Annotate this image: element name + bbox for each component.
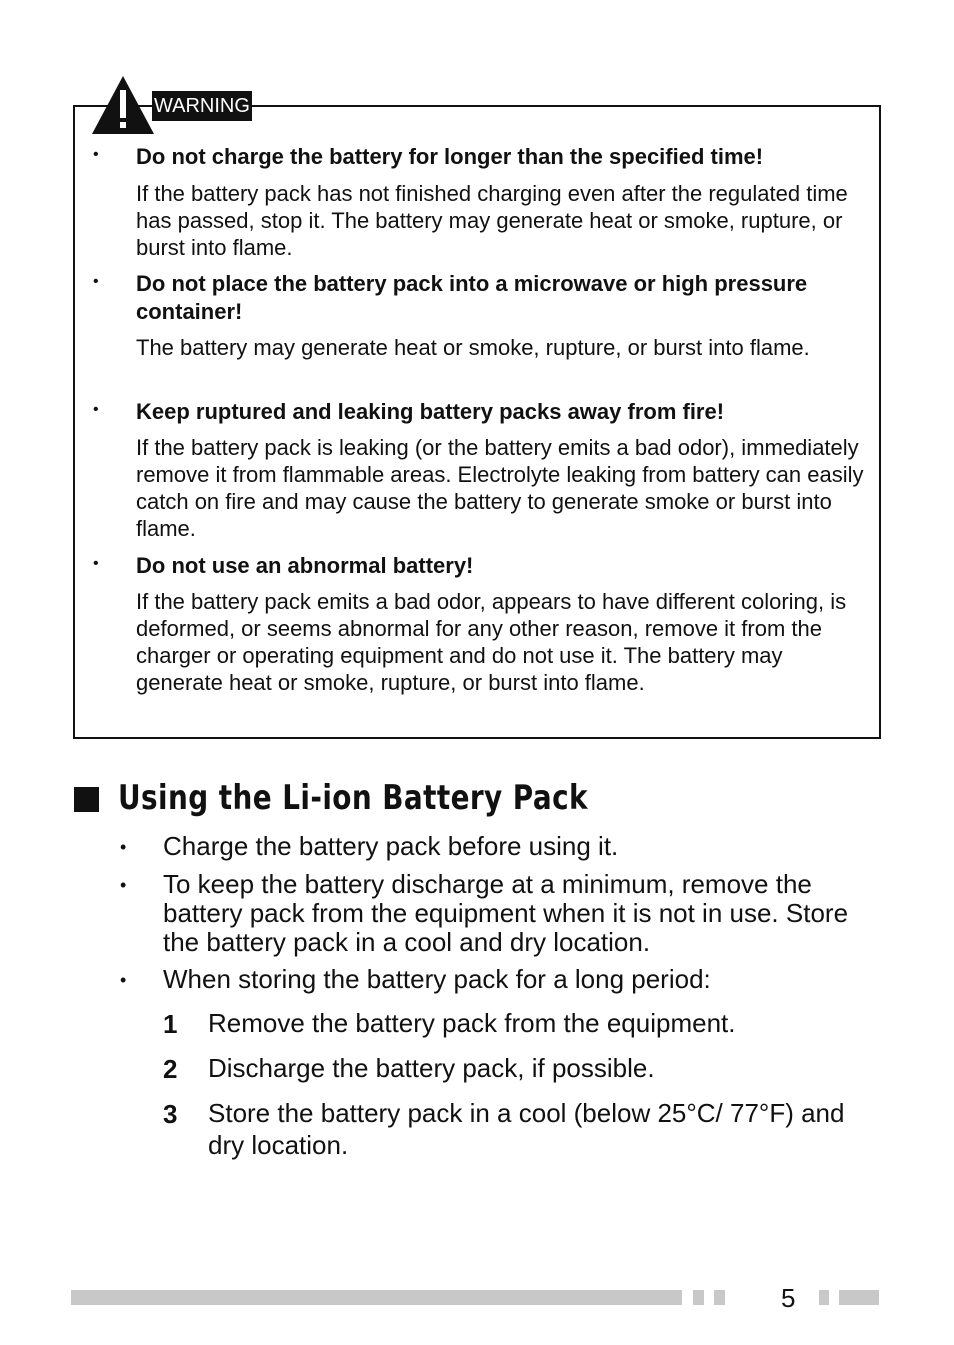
- footer-bar-segment: [693, 1290, 704, 1305]
- step-text: Discharge the battery pack, if possible.: [208, 1053, 655, 1083]
- section-title: Using the Li-ion Battery Pack: [118, 778, 588, 818]
- warning-triangle-icon: [90, 74, 156, 136]
- step-number: 2: [163, 1054, 178, 1084]
- footer-bar-segment: [819, 1290, 829, 1305]
- warning-heading: Keep ruptured and leaking battery packs away from fire!: [136, 399, 725, 424]
- warning-heading: Do not use an abnormal battery!: [136, 553, 474, 578]
- warning-label: WARNING: [152, 91, 252, 121]
- warning-heading: Do not place the battery pack into a microwave or high pressure container!: [136, 271, 808, 324]
- square-bullet-icon: [74, 787, 99, 812]
- warning-body: If the battery pack is leaking (or the battery emits a bad odor), immediately remove it from flammable areas. Electrolyte leaking from battery can easily catch on fire and may cause the battery to generate smoke or burst into flame.: [136, 435, 864, 541]
- list-item: When storing the battery pack for a long period:: [163, 964, 711, 994]
- bullet-icon: •: [120, 970, 127, 990]
- list-item: Charge the battery pack before using it.: [163, 831, 619, 861]
- step-number: 3: [163, 1099, 178, 1129]
- bullet-icon: •: [120, 837, 127, 857]
- bullet-icon: •: [93, 401, 99, 418]
- warning-body: If the battery pack emits a bad odor, appears to have different coloring, is deformed, or seems abnormal for any other reason, remove it from the charger or operating equipment and do not use it. The battery may generate heat or smoke, rupture, or burst into flame.: [136, 589, 847, 695]
- bullet-icon: •: [93, 555, 99, 572]
- warning-heading: Do not charge the battery for longer than the specified time!: [136, 144, 764, 169]
- footer-bar-segment: [714, 1290, 725, 1305]
- warning-body: If the battery pack has not finished charging even after the regulated time has passed, stop it. The battery may generate heat or smoke, rupture, or burst into flame.: [136, 181, 848, 260]
- step-text: Remove the battery pack from the equipment.: [208, 1008, 736, 1038]
- page-number: 5: [781, 1283, 796, 1313]
- footer-bar-segment: [839, 1290, 879, 1305]
- footer-bar: [71, 1290, 682, 1305]
- step-text: Store the battery pack in a cool (below 25°C/ 77°F) and dry location.: [208, 1098, 845, 1160]
- bullet-icon: •: [120, 875, 127, 895]
- bullet-icon: •: [93, 146, 99, 163]
- warning-body: The battery may generate heat or smoke, rupture, or burst into flame.: [136, 335, 810, 360]
- step-number: 1: [163, 1009, 178, 1039]
- bullet-icon: •: [93, 273, 99, 290]
- list-item: To keep the battery discharge at a minimum, remove the battery pack from the equipment when it is not in use. Store the battery pack in a cool and dry location.: [163, 869, 849, 957]
